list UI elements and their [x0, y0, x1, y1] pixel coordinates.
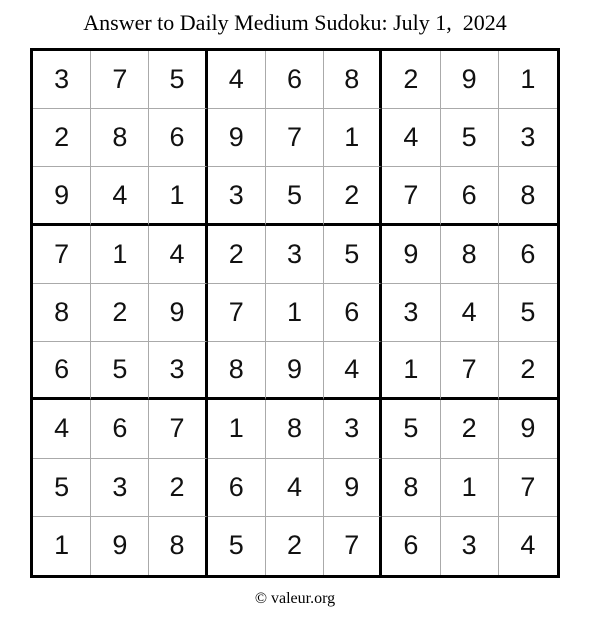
sudoku-cell-r6c3: 3 — [149, 342, 207, 400]
sudoku-cell-r4c2: 1 — [91, 226, 149, 284]
sudoku-cell-r6c8: 7 — [441, 342, 499, 400]
sudoku-cell-r9c9: 4 — [520, 530, 536, 561]
sudoku-cell-r1c5: 6 — [266, 51, 324, 109]
sudoku-cell-r5c3: 9 — [149, 284, 207, 342]
sudoku-cell-r9c3: 8 — [149, 517, 207, 575]
sudoku-cell-r8c1: 5 — [33, 459, 91, 517]
sudoku-cell-r2c2: 8 — [91, 109, 149, 167]
sudoku-cell-r8c8: 1 — [441, 459, 499, 517]
sudoku-cell-r4c3: 4 — [149, 226, 207, 284]
sudoku-cell-r7c4: 1 — [208, 400, 266, 458]
sudoku-cell-r4c7: 9 — [382, 226, 440, 284]
sudoku-cell-r3c2: 4 — [91, 167, 149, 225]
sudoku-cell-r7c3: 7 — [149, 400, 207, 458]
sudoku-cell-r1c8: 9 — [441, 51, 499, 109]
sudoku-cell-r1c9: 1 — [499, 51, 557, 109]
sudoku-cell-r3c8: 6 — [441, 167, 499, 225]
sudoku-cell-r9c2: 9 — [91, 517, 149, 575]
sudoku-cell-r5c9: 5 — [499, 284, 557, 342]
sudoku-cell-r1c7: 2 — [382, 51, 440, 109]
sudoku-cell-r9c6: 7 — [324, 517, 382, 575]
sudoku-cell-r5c4: 7 — [208, 284, 266, 342]
sudoku-cell-r2c4: 9 — [208, 109, 266, 167]
sudoku-cell-r3c7: 7 — [382, 167, 440, 225]
sudoku-cell-r8c9: 7 — [499, 459, 557, 517]
sudoku-cell-r8c7: 8 — [382, 459, 440, 517]
sudoku-cell-r3c5: 5 — [266, 167, 324, 225]
sudoku-cell-r2c9: 3 — [499, 109, 557, 167]
sudoku-cell-r6c7: 1 — [382, 342, 440, 400]
sudoku-cell-r4c4: 2 — [208, 226, 266, 284]
sudoku-cell-r2c5: 7 — [266, 109, 324, 167]
sudoku-cell-r4c6: 5 — [324, 226, 382, 284]
sudoku-cell-r7c5: 8 — [266, 400, 324, 458]
sudoku-cell-r3c3: 1 — [149, 167, 207, 225]
sudoku-cell-r7c2: 6 — [91, 400, 149, 458]
sudoku-cell-r7c7: 5 — [382, 400, 440, 458]
sudoku-cell-r1c4: 4 — [208, 51, 266, 109]
sudoku-cell-r9c1: 1 — [33, 517, 91, 575]
sudoku-cell-r7c8: 2 — [441, 400, 499, 458]
sudoku-cell-r6c2: 5 — [91, 342, 149, 400]
sudoku-cell-r8c2: 3 — [91, 459, 149, 517]
sudoku-cell-r5c1: 8 — [33, 284, 91, 342]
sudoku-cell-r5c6: 6 — [324, 284, 382, 342]
sudoku-cell-r2c7: 4 — [382, 109, 440, 167]
sudoku-cell-r7c9: 9 — [499, 400, 557, 458]
sudoku-cell-r1c3: 5 — [149, 51, 207, 109]
sudoku-cell-r5c8: 4 — [441, 284, 499, 342]
sudoku-cell-r5c5: 1 — [266, 284, 324, 342]
puzzle-title: Answer to Daily Medium Sudoku: July 1, 2024 — [83, 10, 507, 35]
sudoku-cell-r7c1: 4 — [33, 400, 91, 458]
sudoku-cell-r6c4: 8 — [208, 342, 266, 400]
sudoku-cell-r6c6: 4 — [324, 342, 382, 400]
sudoku-cell-r3c4: 3 — [208, 167, 266, 225]
sudoku-cell-r1c6: 8 — [324, 51, 382, 109]
sudoku-cell-r5c7: 3 — [382, 284, 440, 342]
sudoku-cell-r8c6: 9 — [324, 459, 382, 517]
sudoku-cell-r9c5: 2 — [266, 517, 324, 575]
sudoku-cell-r2c6: 1 — [324, 109, 382, 167]
sudoku-cell-r9c4: 5 — [208, 517, 266, 575]
sudoku-cell-r9c7: 6 — [382, 517, 440, 575]
sudoku-cell-r3c6: 2 — [324, 167, 382, 225]
sudoku-cell-r4c9: 6 — [499, 226, 557, 284]
sudoku-cell-r9c8: 3 — [441, 517, 499, 575]
sudoku-cell-r4c1: 7 — [33, 226, 91, 284]
sudoku-cell-r4c5: 3 — [266, 226, 324, 284]
sudoku-cell-r6c1: 6 — [33, 342, 91, 400]
sudoku-cell-r3c9: 8 — [499, 167, 557, 225]
sudoku-cell-r2c3: 6 — [149, 109, 207, 167]
sudoku-cell-r8c3: 2 — [149, 459, 207, 517]
sudoku-cell-r1c1: 3 — [33, 51, 91, 109]
sudoku-cell-r7c6: 3 — [324, 400, 382, 458]
sudoku-cell-r6c9: 2 — [499, 342, 557, 400]
sudoku-cell-r2c1: 2 — [33, 109, 91, 167]
copyright-footer: © valeur.org — [254, 590, 336, 607]
sudoku-cell-r8c5: 4 — [266, 459, 324, 517]
sudoku-board — [30, 48, 560, 578]
sudoku-cell-r8c4: 6 — [208, 459, 266, 517]
sudoku-cell-r6c5: 9 — [266, 342, 324, 400]
sudoku-cell-r2c8: 5 — [441, 109, 499, 167]
sudoku-cell-r4c8: 8 — [441, 226, 499, 284]
sudoku-cell-r1c2: 7 — [91, 51, 149, 109]
sudoku-cell-r5c2: 2 — [91, 284, 149, 342]
sudoku-cell-r3c1: 9 — [33, 167, 91, 225]
